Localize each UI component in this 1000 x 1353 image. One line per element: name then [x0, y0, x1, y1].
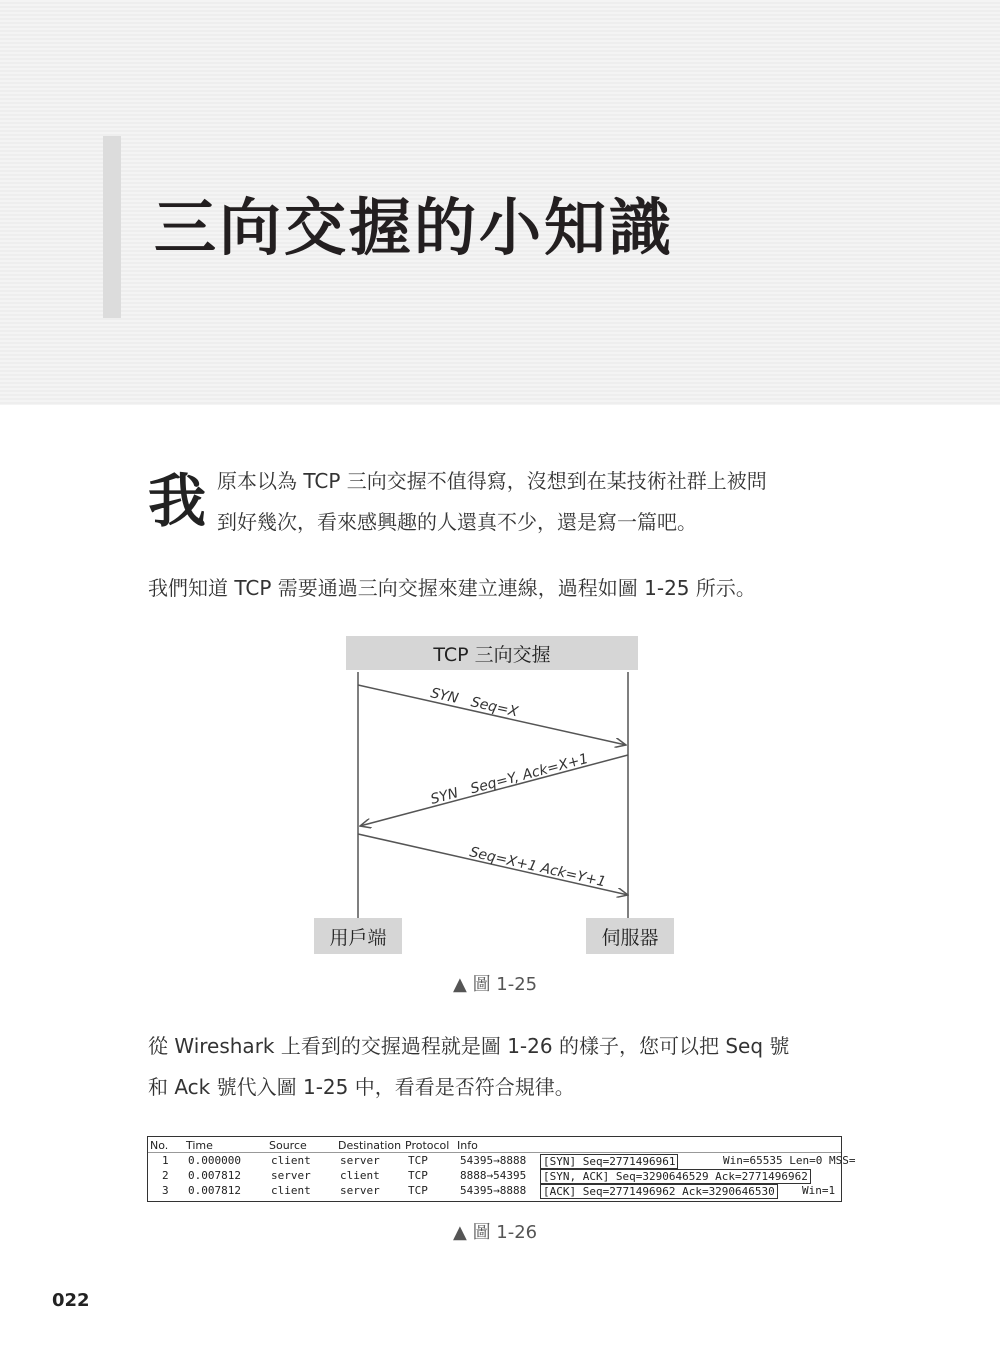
paragraph-wireshark-line-1: 從 Wireshark 上看到的交握過程就是圖 1-26 的樣子，您可以把 Seq 號	[148, 1034, 790, 1058]
row-time: 0.007812	[188, 1169, 241, 1182]
syn-ack-label: SYN Seq=Y, Ack=X+1	[428, 750, 591, 808]
row-destination: client	[340, 1169, 380, 1182]
col-info: Info	[457, 1139, 478, 1152]
row-protocol: TCP	[408, 1169, 428, 1182]
row-destination: server	[340, 1154, 380, 1167]
row-protocol: TCP	[408, 1184, 428, 1197]
row-destination: server	[340, 1184, 380, 1197]
row-highlight: [SYN, ACK] Seq=3290646529 Ack=2771496962	[540, 1169, 811, 1184]
row-ports: 8888→54395	[460, 1169, 527, 1182]
row-source: client	[271, 1154, 311, 1167]
figure-caption-1-25: ▲ 圖 1-25	[453, 974, 538, 995]
col-destination: Destination	[338, 1139, 402, 1152]
row-ports: 54395→8888	[460, 1184, 527, 1197]
col-time: Time	[186, 1139, 213, 1152]
syn-arrow	[358, 685, 626, 745]
row-protocol: TCP	[408, 1154, 428, 1167]
col-source: Source	[269, 1139, 307, 1152]
tcp-handshake-diagram	[300, 628, 700, 968]
row-no: 2	[162, 1169, 169, 1182]
paragraph-tcp: 我們知道 TCP 需要通過三向交握來建立連線，過程如圖 1-25 所示。	[148, 576, 756, 600]
figure-caption-1-26: ▲ 圖 1-26	[453, 1222, 538, 1243]
paragraph-wireshark-line-2: 和 Ack 號代入圖 1-25 中，看看是否符合規律。	[148, 1075, 575, 1099]
ack-label: Seq=X+1 Ack=Y+1	[468, 844, 608, 891]
row-no: 3	[162, 1184, 169, 1197]
row-highlight: [SYN] Seq=2771496961	[540, 1154, 678, 1169]
header-divider	[148, 1152, 841, 1153]
row-source: client	[271, 1184, 311, 1197]
row-ports: 54395→8888	[460, 1154, 527, 1167]
row-no: 1	[162, 1154, 169, 1167]
client-label: 用戶端	[329, 927, 387, 949]
intro-line-2: 到好幾次，看來感興趣的人還真不少，還是寫一篇吧。	[217, 510, 697, 534]
col-no: No.	[150, 1139, 169, 1152]
wireshark-packet-list	[147, 1136, 856, 1202]
chapter-title: 三向交握的小知識	[154, 191, 675, 264]
row-info-rest: Win=1	[802, 1184, 836, 1197]
syn-label: SYN Seq=X	[429, 685, 520, 721]
intro-line-1: 原本以為 TCP 三向交握不值得寫，沒想到在某技術社群上被問	[217, 469, 767, 493]
page-number: 022	[52, 1290, 90, 1311]
row-time: 0.000000	[188, 1154, 241, 1167]
drop-cap: 我	[148, 467, 207, 535]
title-accent-bar	[103, 136, 121, 318]
row-source: server	[271, 1169, 311, 1182]
row-time: 0.007812	[188, 1184, 241, 1197]
row-info-rest: Win=65535 Len=0 MSS=	[723, 1154, 856, 1167]
diagram-header: TCP 三向交握	[433, 644, 551, 666]
row-highlight: [ACK] Seq=2771496962 Ack=3290646530	[540, 1184, 778, 1199]
col-protocol: Protocol	[405, 1139, 450, 1152]
server-label: 伺服器	[601, 927, 659, 949]
